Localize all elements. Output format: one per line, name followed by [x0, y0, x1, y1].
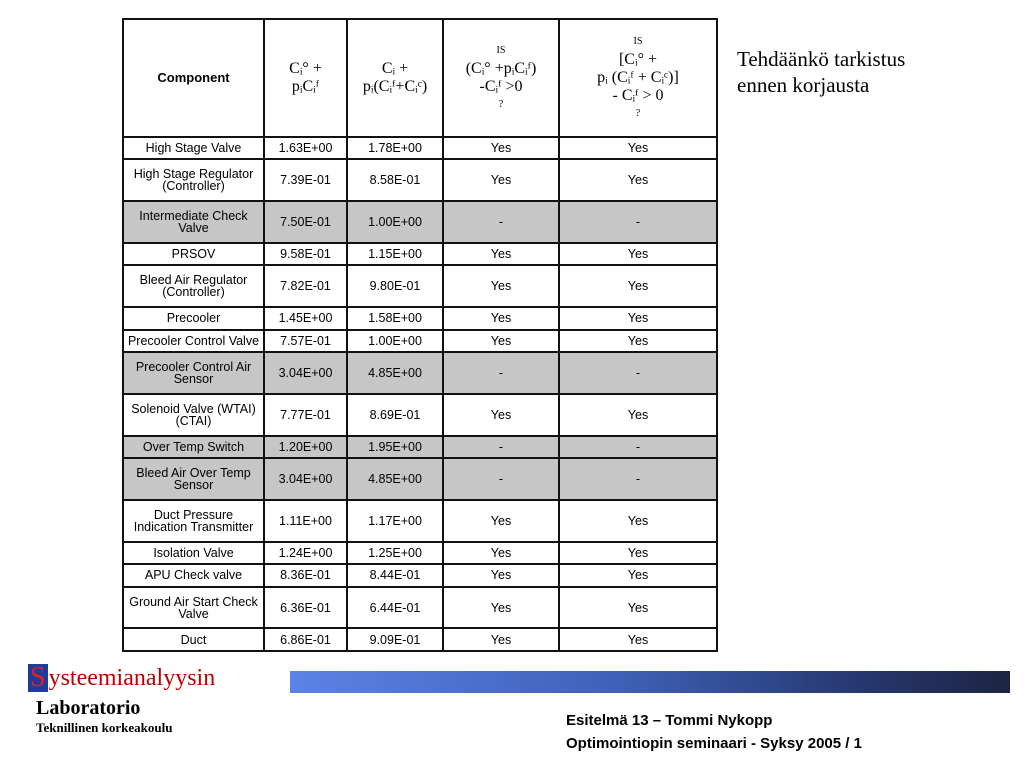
- header-formula-3-top: IS: [496, 45, 506, 56]
- cell-value-1: 6.86E-01: [264, 628, 347, 651]
- cell-check-2: Yes: [559, 159, 717, 201]
- cell-value-2: 1.25E+00: [347, 542, 443, 564]
- cell-check-2: Yes: [559, 330, 717, 352]
- cell-value-2: 1.58E+00: [347, 307, 443, 329]
- cell-check-1: Yes: [443, 587, 559, 629]
- table-row: [123, 265, 717, 307]
- cell-check-1: -: [443, 201, 559, 243]
- table-row: [123, 352, 717, 394]
- cell-check-2: Yes: [559, 587, 717, 629]
- cell-check-2: Yes: [559, 628, 717, 651]
- logo-initial: S: [30, 662, 46, 693]
- cell-value-2: 1.00E+00: [347, 201, 443, 243]
- cell-check-2: Yes: [559, 307, 717, 329]
- cell-check-2: -: [559, 458, 717, 500]
- cell-component: Duct Pressure Indication Transmitter: [123, 500, 264, 542]
- header-formula-3-line2: -Cᵢᶠ >0: [479, 78, 523, 95]
- cell-value-2: 8.44E-01: [347, 564, 443, 586]
- footer-line1: Esitelmä 13 – Tommi Nykopp: [566, 712, 773, 729]
- header-formula-1-line1: Cᵢ° +: [289, 60, 322, 77]
- cell-value-2: 4.85E+00: [347, 458, 443, 500]
- table-row: [123, 137, 717, 159]
- cell-component: Precooler: [123, 307, 264, 329]
- header-formula-3-line1: (Cᵢ° +pᵢCᵢᶠ): [465, 60, 537, 77]
- cell-value-1: 6.36E-01: [264, 587, 347, 629]
- footer-gradient-bar: [290, 671, 1010, 693]
- cell-check-1: Yes: [443, 243, 559, 265]
- table-row: [123, 542, 717, 564]
- component-table-container: [122, 18, 716, 652]
- side-note-line2: ennen korjausta: [737, 73, 870, 97]
- header-formula-4: [559, 19, 717, 137]
- cell-value-1: 7.77E-01: [264, 394, 347, 436]
- cell-check-2: Yes: [559, 137, 717, 159]
- cell-value-2: 9.80E-01: [347, 265, 443, 307]
- cell-check-1: -: [443, 352, 559, 394]
- cell-value-2: 6.44E-01: [347, 587, 443, 629]
- cell-check-2: -: [559, 201, 717, 243]
- logo-text: ysteemianalyysin: [48, 665, 216, 691]
- cell-value-1: 1.20E+00: [264, 436, 347, 458]
- cell-value-1: 8.36E-01: [264, 564, 347, 586]
- cell-check-1: -: [443, 436, 559, 458]
- cell-value-1: 1.24E+00: [264, 542, 347, 564]
- table-row: [123, 394, 717, 436]
- header-formula-1: [264, 19, 347, 137]
- cell-check-2: Yes: [559, 500, 717, 542]
- cell-component: APU Check valve: [123, 564, 264, 586]
- cell-check-1: -: [443, 458, 559, 500]
- side-note: [737, 46, 1007, 98]
- header-formula-3-question: ?: [498, 99, 504, 110]
- table-body: [123, 137, 717, 651]
- footer-info: [566, 709, 862, 755]
- header-formula-3: [443, 19, 559, 137]
- cell-check-2: Yes: [559, 243, 717, 265]
- cell-value-2: 8.69E-01: [347, 394, 443, 436]
- cell-check-2: -: [559, 436, 717, 458]
- lab-subtitle: Teknillinen korkeakoulu: [36, 720, 173, 735]
- table-row: [123, 628, 717, 651]
- header-formula-2: [347, 19, 443, 137]
- header-formula-4-top: IS: [633, 36, 643, 47]
- header-formula-2-line1: Cᵢ +: [381, 60, 409, 77]
- cell-value-1: 7.57E-01: [264, 330, 347, 352]
- table-row: [123, 500, 717, 542]
- cell-check-2: Yes: [559, 542, 717, 564]
- table-row: [123, 201, 717, 243]
- cell-value-2: 8.58E-01: [347, 159, 443, 201]
- cell-check-1: Yes: [443, 500, 559, 542]
- lab-title: Laboratorio: [36, 697, 141, 719]
- footer-line2: Optimointiopin seminaari - Syksy 2005 / 1: [566, 735, 862, 752]
- cell-component: High Stage Valve: [123, 137, 264, 159]
- cell-check-1: Yes: [443, 307, 559, 329]
- cell-check-1: Yes: [443, 394, 559, 436]
- cell-value-1: 3.04E+00: [264, 458, 347, 500]
- table-row: [123, 243, 717, 265]
- cell-check-1: Yes: [443, 159, 559, 201]
- cell-component: Ground Air Start Check Valve: [123, 587, 264, 629]
- cell-value-2: 1.95E+00: [347, 436, 443, 458]
- cell-component: Over Temp Switch: [123, 436, 264, 458]
- cell-component: Bleed Air Over Temp Sensor: [123, 458, 264, 500]
- cell-check-1: Yes: [443, 542, 559, 564]
- table-row: [123, 159, 717, 201]
- cell-check-1: Yes: [443, 137, 559, 159]
- cell-component: Bleed Air Regulator (Controller): [123, 265, 264, 307]
- table-row: [123, 307, 717, 329]
- header-formula-1-line2: pᵢCᵢᶠ: [291, 78, 320, 95]
- table-header-row: [123, 19, 717, 137]
- cell-check-1: Yes: [443, 628, 559, 651]
- cell-component: PRSOV: [123, 243, 264, 265]
- lab-logo: [28, 664, 219, 694]
- cell-value-2: 4.85E+00: [347, 352, 443, 394]
- cell-check-2: Yes: [559, 564, 717, 586]
- cell-check-2: -: [559, 352, 717, 394]
- cell-check-2: Yes: [559, 394, 717, 436]
- cell-value-1: 7.39E-01: [264, 159, 347, 201]
- table-row: [123, 458, 717, 500]
- header-formula-4-question: ?: [635, 108, 641, 119]
- header-formula-4-line1: [Cᵢ° +: [618, 51, 658, 68]
- cell-value-2: 1.17E+00: [347, 500, 443, 542]
- side-note-line1: Tehdäänkö tarkistus: [737, 47, 906, 71]
- cell-value-2: 1.15E+00: [347, 243, 443, 265]
- cell-component: High Stage Regulator (Controller): [123, 159, 264, 201]
- cell-component: Precooler Control Air Sensor: [123, 352, 264, 394]
- header-formula-2-line2: pᵢ(Cᵢᶠ+Cᵢᶜ): [362, 78, 428, 95]
- cell-check-1: Yes: [443, 330, 559, 352]
- cell-value-1: 1.63E+00: [264, 137, 347, 159]
- cell-component: Solenoid Valve (WTAI) (CTAI): [123, 394, 264, 436]
- cell-value-2: 1.78E+00: [347, 137, 443, 159]
- component-table: [122, 18, 718, 652]
- cell-value-1: 9.58E-01: [264, 243, 347, 265]
- table-row: [123, 330, 717, 352]
- table-row: [123, 587, 717, 629]
- cell-value-1: 3.04E+00: [264, 352, 347, 394]
- cell-check-1: Yes: [443, 564, 559, 586]
- cell-value-1: 7.50E-01: [264, 201, 347, 243]
- header-formula-4-line2: pᵢ (Cᵢᶠ + Cᵢᶜ)]: [597, 69, 679, 86]
- header-formula-4-line3: - Cᵢᶠ > 0: [612, 87, 664, 104]
- cell-check-1: Yes: [443, 265, 559, 307]
- table-row: [123, 564, 717, 586]
- cell-check-2: Yes: [559, 265, 717, 307]
- cell-component: Duct: [123, 628, 264, 651]
- cell-value-1: 1.11E+00: [264, 500, 347, 542]
- cell-value-2: 1.00E+00: [347, 330, 443, 352]
- cell-component: Precooler Control Valve: [123, 330, 264, 352]
- cell-value-1: 7.82E-01: [264, 265, 347, 307]
- cell-value-1: 1.45E+00: [264, 307, 347, 329]
- cell-component: Intermediate Check Valve: [123, 201, 264, 243]
- cell-value-2: 9.09E-01: [347, 628, 443, 651]
- cell-component: Isolation Valve: [123, 542, 264, 564]
- header-component: Component: [123, 19, 264, 137]
- table-row: [123, 436, 717, 458]
